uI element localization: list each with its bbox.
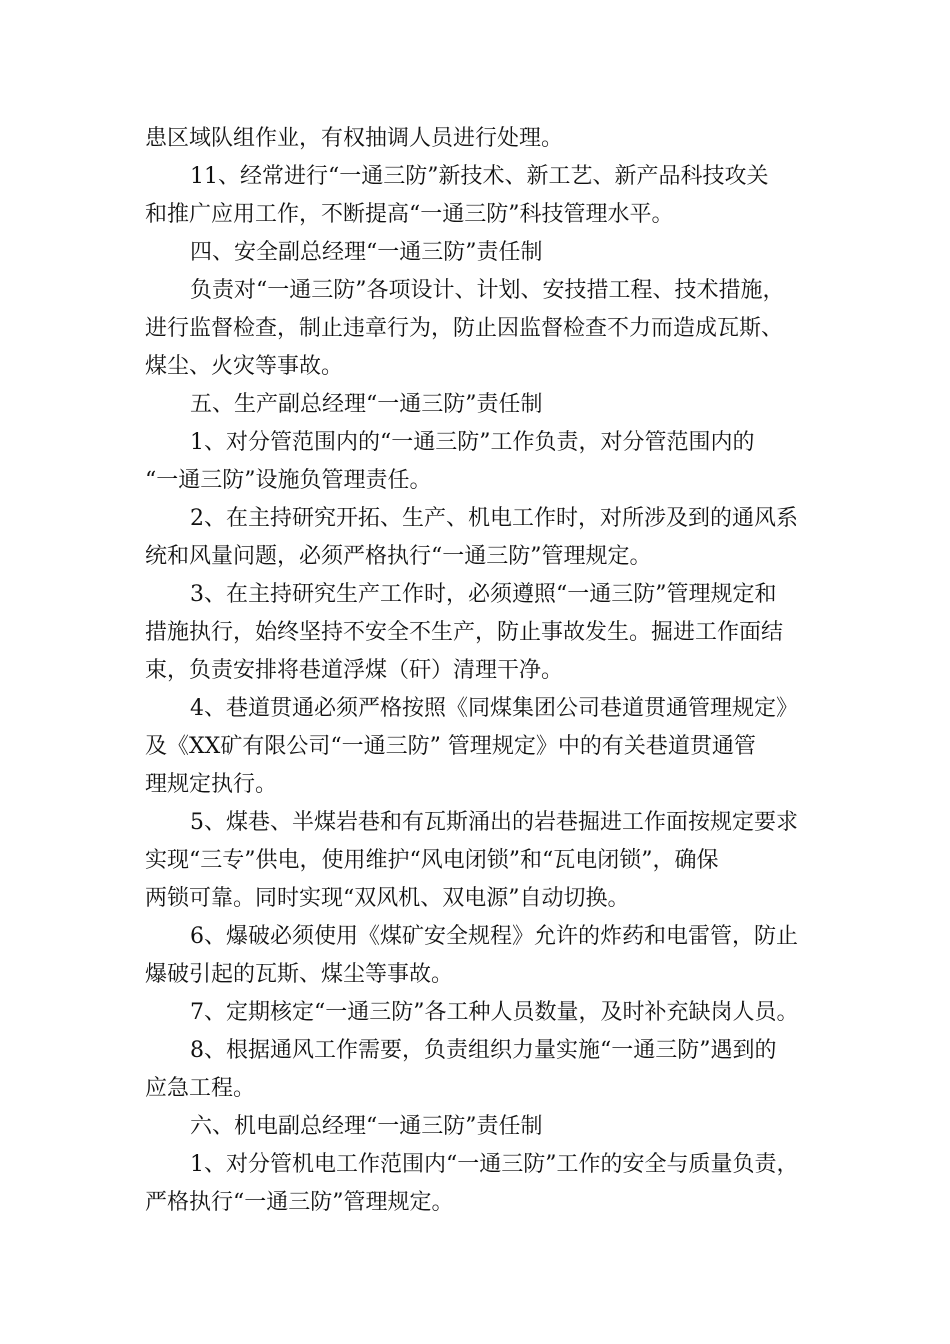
text-line: 煤尘、火灾等事故。 bbox=[145, 354, 344, 379]
text-line: 理规定执行。 bbox=[145, 772, 278, 797]
text-line: 5、煤巷、半煤岩巷和有瓦斯涌出的岩巷掘进工作面按规定要求 bbox=[190, 810, 798, 835]
text-line: 严格执行“一通三防”管理规定。 bbox=[145, 1190, 454, 1215]
text-line: 3、在主持研究生产工作时，必须遵照“一通三防”管理规定和 bbox=[190, 582, 777, 607]
section-heading: 六、机电副总经理“一通三防”责任制 bbox=[190, 1114, 543, 1139]
text-line: 7、定期核定“一通三防”各工种人员数量，及时补充缺岗人员。 bbox=[190, 1000, 799, 1025]
text-line: 8、根据通风工作需要，负责组织力量实施“一通三防”遇到的 bbox=[190, 1038, 777, 1063]
text-line: 11、经常进行“一通三防”新技术、新工艺、新产品科技攻关 bbox=[190, 164, 769, 189]
text-line: 措施执行，始终坚持不安全不生产，防止事故发生。掘进工作面结 bbox=[145, 620, 784, 645]
text-line: 1、对分管机电工作范围内“一通三防”工作的安全与质量负责， bbox=[190, 1152, 799, 1177]
text-line: 进行监督检查，制止违章行为，防止因监督检查不力而造成瓦斯、 bbox=[145, 316, 784, 341]
text-line: 患区域队组作业，有权抽调人员进行处理。 bbox=[145, 126, 564, 151]
text-line: 4、巷道贯通必须严格按照《同煤集团公司巷道贯通管理规定》 bbox=[190, 696, 798, 721]
text-line: 统和风量问题，必须严格执行“一通三防”管理规定。 bbox=[145, 544, 652, 569]
text-line: 及《XX矿有限公司“一通三防” 管理规定》中的有关巷道贯通管 bbox=[145, 734, 756, 759]
text-line: 6、爆破必须使用《煤矿安全规程》允许的炸药和电雷管，防止 bbox=[190, 924, 798, 949]
text-line: 实现“三专”供电，使用维护“风电闭锁”和“瓦电闭锁”，确保 bbox=[145, 848, 719, 873]
section-heading: 四、安全副总经理“一通三防”责任制 bbox=[190, 240, 543, 265]
text-line: 2、在主持研究开拓、生产、机电工作时，对所涉及到的通风系 bbox=[190, 506, 798, 531]
text-line: 束，负责安排将巷道浮煤（矸）清理干净。 bbox=[145, 658, 564, 683]
text-line: 爆破引起的瓦斯、煤尘等事故。 bbox=[145, 962, 454, 987]
text-line: 1、对分管范围内的“一通三防”工作负责，对分管范围内的 bbox=[190, 430, 755, 455]
text-line: 和推广应用工作，不断提高“一通三防”科技管理水平。 bbox=[145, 202, 674, 227]
section-heading: 五、生产副总经理“一通三防”责任制 bbox=[190, 392, 543, 417]
text-line: 负责对“一通三防”各项设计、计划、安技措工程、技术措施， bbox=[190, 278, 785, 303]
text-line: 两锁可靠。同时实现“双风机、双电源”自动切换。 bbox=[145, 886, 630, 911]
text-line: “一通三防”设施负管理责任。 bbox=[145, 468, 432, 493]
text-line: 应急工程。 bbox=[145, 1076, 256, 1101]
